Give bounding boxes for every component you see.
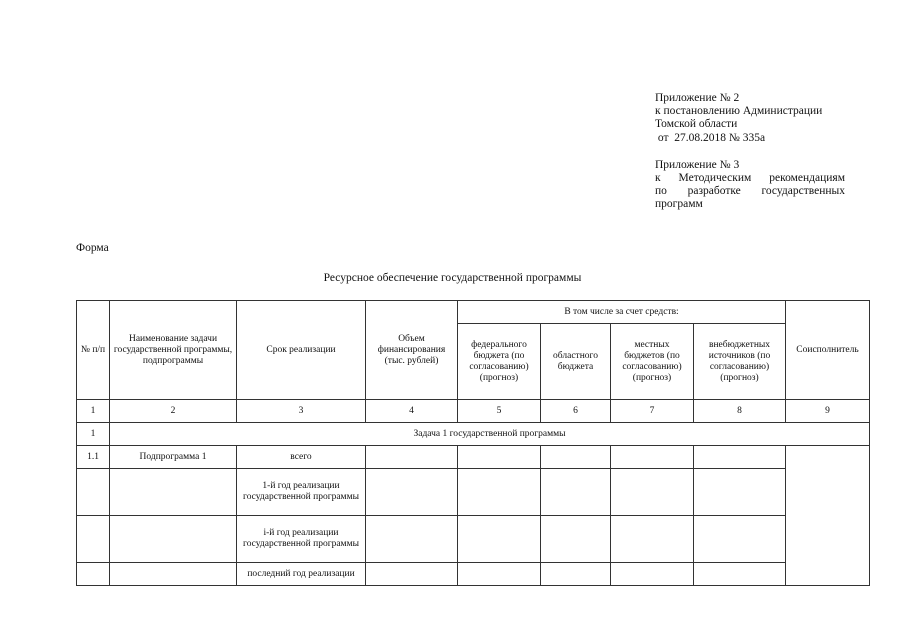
appendix2-line2: к постановлению Администрации bbox=[655, 105, 823, 118]
empty-cell bbox=[366, 563, 458, 586]
document-title: Ресурсное обеспечение государственной программы bbox=[323, 272, 582, 284]
empty-cell bbox=[458, 516, 541, 563]
header-task-name: Наименование задачи государственной программы, подпрограммы bbox=[110, 301, 237, 400]
col-number: 3 bbox=[237, 400, 366, 423]
col-number: 2 bbox=[110, 400, 237, 423]
col-number: 7 bbox=[611, 400, 694, 423]
empty-cell bbox=[694, 469, 786, 516]
period-i-year: i-й год реализации государственной программы bbox=[237, 516, 366, 563]
appendix2-line3: Томской области bbox=[655, 118, 738, 131]
empty-cell bbox=[541, 516, 611, 563]
empty-cell bbox=[611, 563, 694, 586]
col-number: 8 bbox=[694, 400, 786, 423]
header-volume: Объем финансирования (тыс. рублей) bbox=[366, 301, 458, 400]
empty-cell bbox=[541, 563, 611, 586]
empty-cell bbox=[77, 516, 110, 563]
form-label: Форма bbox=[76, 242, 109, 254]
appendix2-line4: от 27.08.2018 № 335а bbox=[655, 131, 766, 144]
empty-cell bbox=[541, 469, 611, 516]
header-including: В том числе за счет средств: bbox=[458, 301, 786, 324]
resource-table bbox=[76, 300, 870, 586]
header-coexecutor: Соисполнитель bbox=[786, 301, 870, 400]
appendix3-line4: программ bbox=[655, 198, 703, 211]
empty-cell bbox=[458, 469, 541, 516]
subprogram-name: Подпрограмма 1 bbox=[110, 446, 237, 469]
col-number: 1 bbox=[77, 400, 110, 423]
appendix2-line1: Приложение № 2 bbox=[655, 92, 740, 104]
period-total: всего bbox=[237, 446, 366, 469]
empty-cell bbox=[611, 446, 694, 469]
empty-cell bbox=[611, 469, 694, 516]
header-regional: областного бюджета bbox=[541, 324, 611, 400]
empty-cell bbox=[366, 446, 458, 469]
header-block bbox=[655, 92, 845, 212]
empty-cell bbox=[458, 563, 541, 586]
empty-cell bbox=[458, 446, 541, 469]
appendix3-line3: по разработке государственных bbox=[655, 185, 845, 198]
empty-cell bbox=[110, 516, 237, 563]
period-first-year: 1-й год реализации государственной программы bbox=[237, 469, 366, 516]
col-number: 6 bbox=[541, 400, 611, 423]
empty-cell bbox=[694, 516, 786, 563]
subprogram-num: 1.1 bbox=[77, 446, 110, 469]
empty-cell bbox=[110, 469, 237, 516]
header-period: Срок реализации bbox=[237, 301, 366, 400]
coexecutor-cell bbox=[786, 446, 870, 586]
empty-cell bbox=[541, 446, 611, 469]
header-offbudget: внебюджетных источников (по согласованию) (прогноз) bbox=[694, 324, 786, 400]
period-last-year: последний год реализации bbox=[237, 563, 366, 586]
header-federal: федерального бюджета (по согласованию) (прогноз) bbox=[458, 324, 541, 400]
task-num: 1 bbox=[77, 423, 110, 446]
empty-cell bbox=[694, 446, 786, 469]
empty-cell bbox=[110, 563, 237, 586]
empty-cell bbox=[366, 469, 458, 516]
empty-cell bbox=[77, 563, 110, 586]
empty-cell bbox=[611, 516, 694, 563]
task-text: Задача 1 государственной программы bbox=[110, 423, 870, 446]
header-num: № п/п bbox=[77, 301, 110, 400]
appendix3-line2: к Методическим рекомендациям bbox=[655, 172, 845, 185]
col-number: 9 bbox=[786, 400, 870, 423]
empty-cell bbox=[366, 516, 458, 563]
header-local: местных бюджетов (по согласованию) (прогноз) bbox=[611, 324, 694, 400]
empty-cell bbox=[77, 469, 110, 516]
empty-cell bbox=[694, 563, 786, 586]
col-number: 5 bbox=[458, 400, 541, 423]
appendix3-line1: Приложение № 3 bbox=[655, 158, 740, 171]
col-number: 4 bbox=[366, 400, 458, 423]
